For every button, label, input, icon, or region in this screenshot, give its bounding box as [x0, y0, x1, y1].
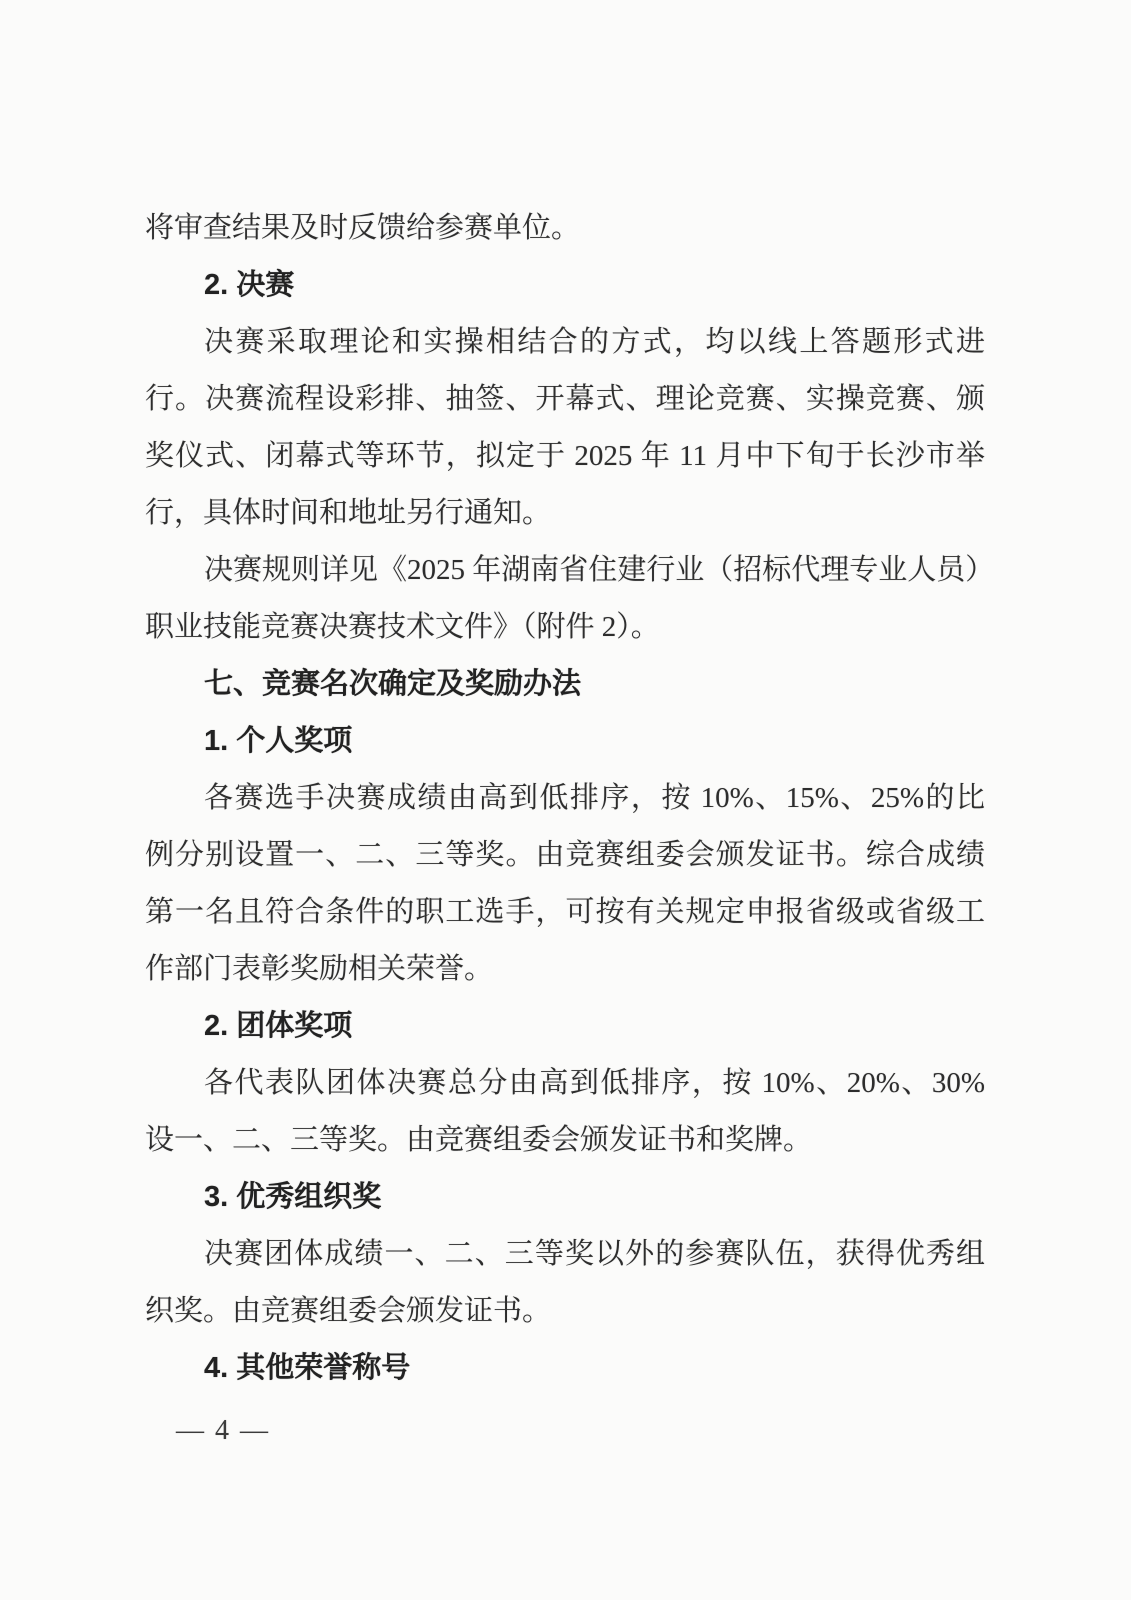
text-line: 将审查结果及时反馈给参赛单位。 — [145, 212, 581, 244]
heading-individual-awards: 1. 个人奖项 — [204, 725, 353, 757]
text-line: 决赛团体成绩一、二、三等奖以外的参赛队伍，获得优秀组 — [204, 1238, 985, 1270]
text-line: 织奖。由竞赛组委会颁发证书。 — [145, 1295, 552, 1327]
page-number: — 4 — — [176, 1415, 270, 1446]
heading-section-seven: 七、竞赛名次确定及奖励办法 — [204, 668, 582, 700]
text-line: 职业技能竞赛决赛技术文件》（附件 2）。 — [145, 611, 660, 643]
text-line: 第一名且符合条件的职工选手，可按有关规定申报省级或省级工 — [145, 896, 985, 928]
heading-other-honors: 4. 其他荣誉称号 — [204, 1352, 411, 1384]
heading-organization-award: 3. 优秀组织奖 — [204, 1181, 382, 1213]
document-body — [145, 200, 995, 1397]
heading-final-round: 2. 决赛 — [204, 269, 295, 301]
text-line: 行，具体时间和地址另行通知。 — [145, 497, 552, 529]
heading-team-awards: 2. 团体奖项 — [204, 1010, 353, 1042]
text-line: 各代表队团体决赛总分由高到低排序，按 10%、20%、30% — [204, 1067, 985, 1099]
text-line: 设一、二、三等奖。由竞赛组委会颁发证书和奖牌。 — [145, 1124, 813, 1156]
text-line: 各赛选手决赛成绩由高到低排序，按 10%、15%、25%的比 — [204, 782, 985, 814]
text-line: 决赛采取理论和实操相结合的方式，均以线上答题形式进 — [204, 326, 985, 358]
text-line: 作部门表彰奖励相关荣誉。 — [145, 953, 494, 985]
text-line: 例分别设置一、二、三等奖。由竞赛组委会颁发证书。综合成绩 — [145, 839, 985, 871]
text-line: 行。决赛流程设彩排、抽签、开幕式、理论竞赛、实操竞赛、颁 — [145, 383, 985, 415]
text-line: 奖仪式、闭幕式等环节，拟定于 2025 年 11 月中下旬于长沙市举 — [145, 440, 985, 472]
text-line: 决赛规则详见《2025 年湖南省住建行业（招标代理专业人员） — [204, 554, 995, 586]
